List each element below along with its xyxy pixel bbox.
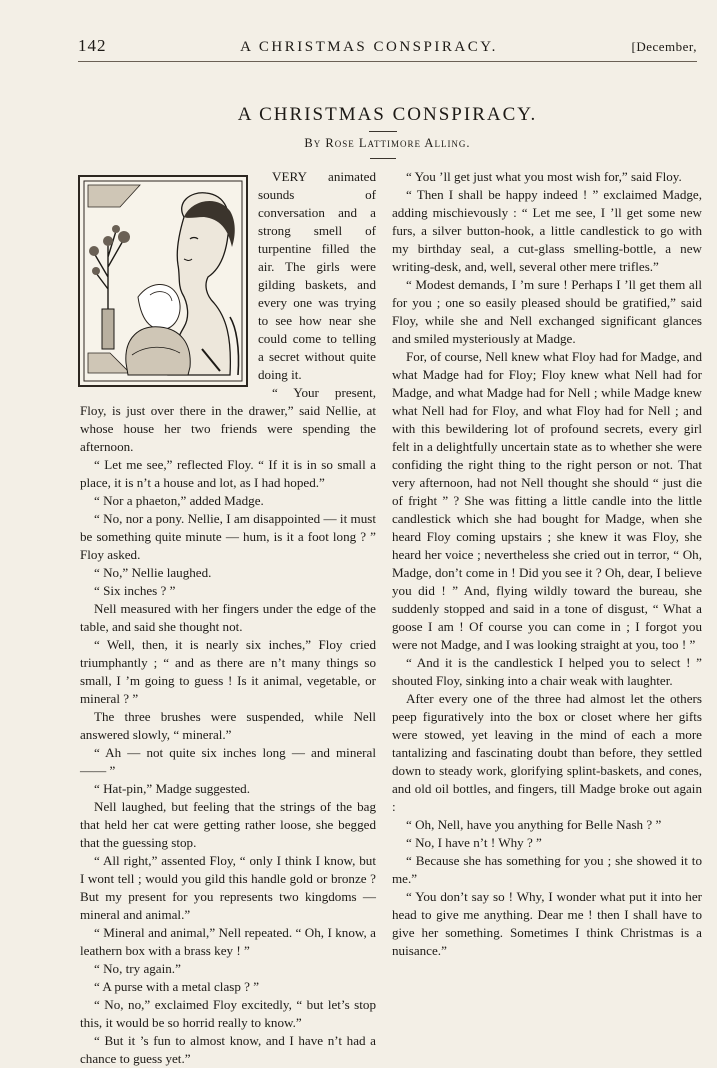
paragraph: After every one of the three had almost let the others peep figuratively into the box or closet where her gifts were stowed, yet leaving in the mind of each a more tantalizing and fascinating doubt than before, they settled down to steady work, glorifying splint-baskets, and cones, and old oil bottles, and fingers, till Madge broke out again : [392, 691, 702, 814]
paragraph: “ Nor a phaeton,” added Madge. [94, 493, 264, 508]
paragraph: “ Six inches ? ” [94, 583, 176, 598]
paragraph: “ Because she has something for you ; she showed it to me.” [392, 853, 702, 886]
paragraph: Nell laughed, but feeling that the strings of the bag that held her cat were getting rather loose, she begged that the guessing stop. [80, 799, 376, 850]
article-title: A CHRISTMAS CONSPIRACY. [237, 104, 538, 125]
running-title: A CHRISTMAS CONSPIRACY. [240, 39, 498, 55]
paragraph: “ Ah — not quite six inches long — and mineral —— ” [80, 745, 376, 778]
article-byline [78, 136, 697, 151]
paragraph: “ You don’t say so ! Why, I wonder what put it into her head to give me anything. Dear me ! then I shall have to give her something. Sometimes I think Christmas is a nuisance.” [392, 889, 702, 958]
paragraph: “ Oh, Nell, have you anything for Belle Nash ? ” [406, 817, 662, 832]
byline-text: By Rose Lattimore Alling. [304, 136, 471, 150]
paragraph: “ No, try again.” [94, 961, 181, 976]
byline-rule [370, 158, 396, 159]
header-rule [78, 61, 697, 62]
page-number: 142 [78, 36, 107, 55]
right-column [392, 168, 702, 960]
paragraph: “ No,” Nellie laughed. [94, 565, 212, 580]
paragraph: “ No, nor a pony. Nellie, I am disappointed — it must be something quite minute — hum, is it a foot long ? ” Floy asked. [80, 511, 376, 562]
paragraph: “ Your present, Floy, is just over there in the drawer,” said Nellie, at whose house her two friends were spending the afternoon. [80, 385, 376, 454]
paragraph: “ All right,” assented Floy, “ only I think I know, but I wont tell ; would you gild this handle gold or bronze ? But my present for you represents two kingdoms — mineral and animal.” [80, 853, 376, 922]
paragraph: Nell measured with her fingers under the edge of the table, and said she thought not. [80, 601, 376, 634]
paragraph: For, of course, Nell knew what Floy had for Madge, and what Madge had for Floy; Floy knew what Nell had for Madge, and what Madge had for Nell ; while Madge knew what Nell had for Floy, and what Floy had for Nell ; and with this bewildering lot of profound secrets, every girl felt in a delightfully uncertain state as to whether she were confiding the right thing to the right person or not. That very afternoon, had not Nell thought she should “ just die of fright ” ? She was fitting a little candle into the little candlestick which she had bought for Madge, when she heard Floy coming upstairs ; she knew it was Floy, she heard her voice ; nevertheless she cried out in terror, “ Oh, Madge, don’t come in ! Did you see it ? Oh, dear, I believe you did ! ” And, flying wildly toward the bureau, she suddenly stopped and said in a tone of disgust, “ What a goose I am ! Of course you can come in ; I forgot you were not Madge, and I was looking straight at you, too ! ” [392, 349, 702, 652]
paragraph: The three brushes were suspended, while Nell answered slowly, “ mineral.” [80, 709, 376, 742]
running-month: [December, [631, 39, 697, 54]
paragraph: “ Mineral and animal,” Nell repeated. “ Oh, I know, a leathern box with a brass key ! ” [80, 925, 376, 958]
paragraph: “ Let me see,” reflected Floy. “ If it is in so small a place, it is n’t a house and lot, as I had hoped.” [80, 457, 376, 490]
paragraph: “ You ’ll get just what you most wish for,” said Floy. [406, 169, 682, 184]
paragraph: “ Then I shall be happy indeed ! ” exclaimed Madge, adding mischievously : “ Let me see, I ’ll get some new furs, a silver button-hook, a little candlestick to go with my birthday seal, a cut-glass smelling-bottle, a new writing-desk, and, well, several other mere trifles.” [392, 187, 702, 274]
running-head [78, 36, 697, 58]
paragraph: “ A purse with a metal clasp ? ” [94, 979, 260, 994]
paragraph: “ Hat-pin,” Madge suggested. [94, 781, 250, 796]
paragraph: “ Modest demands, I ’m sure ! Perhaps I ’ll get them all for you ; one so easily pleased should be gratified,” said Floy, while she and Nell exchanged significant glances and smiled mysteriously at Madge. [392, 277, 702, 346]
girl-portrait-illustration-icon [78, 175, 248, 387]
paragraph: “ Well, then, it is nearly six inches,” Floy cried triumphantly ; “ and as there are n’t many things so small, I ’m going to guess ! Is it animal, vegetable, or mineral ? ” [80, 637, 376, 706]
paragraph: “ And it is the candlestick I helped you to select ! ” shouted Floy, sinking into a chair weak with laughter. [392, 655, 702, 688]
paragraph: VERY animated sounds of conversation and a strong smell of turpentine filled the air. The girls were gilding baskets, and every one was trying to see how near she could come to telling a secret without quite doing it. [258, 169, 376, 382]
left-column [80, 168, 376, 1068]
paragraph: “ No, no,” exclaimed Floy excitedly, “ but let’s stop this, it would be so horrid really to know.” [80, 997, 376, 1030]
paragraph: “ No, I have n’t ! Why ? ” [406, 835, 542, 850]
title-rule [369, 131, 397, 132]
paragraph: “ But it ’s fun to almost know, and I have n’t had a chance to guess yet.” [80, 1033, 376, 1066]
